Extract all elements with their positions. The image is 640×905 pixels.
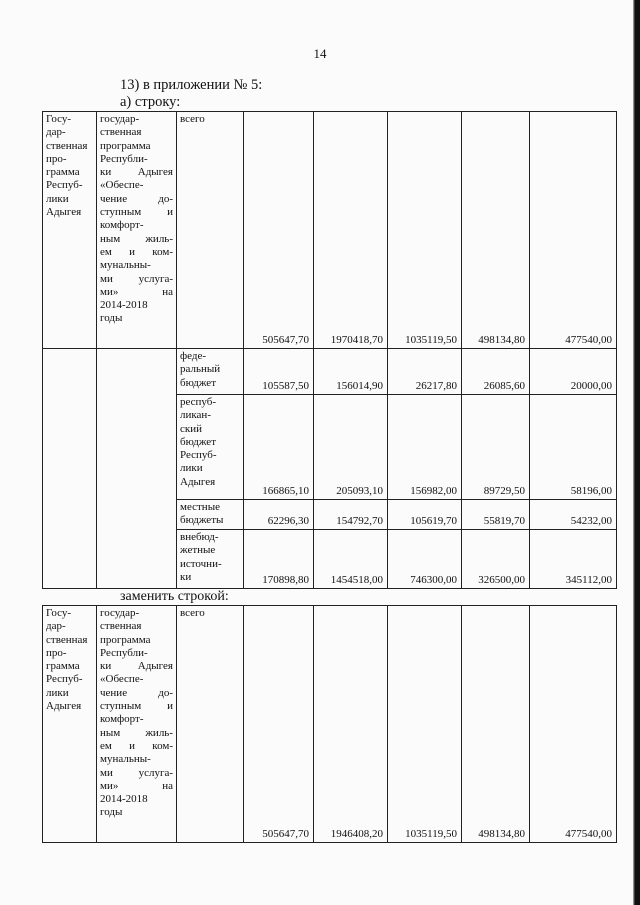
text-line: ми услуга-: [100, 766, 173, 779]
value-cell: 746300,00: [388, 530, 462, 589]
value-cell: 170898,80: [244, 530, 314, 589]
value-cell: 477540,00: [530, 606, 617, 843]
value-cell: 505647,70: [244, 112, 314, 349]
value-cell: 105587,50: [244, 349, 314, 395]
text-line: Госу-: [46, 113, 72, 125]
table-old: [42, 111, 617, 589]
program-title-cell: [97, 606, 177, 843]
source-cell: феде- ральный бюджет: [177, 349, 244, 395]
text-line: программа: [100, 139, 151, 152]
text-line: «Обеспе-: [100, 673, 144, 686]
text-line: грамма: [46, 660, 80, 673]
text-line: дар-: [46, 126, 66, 139]
empty-cell: [97, 349, 177, 589]
value-cell: 498134,80: [462, 606, 530, 843]
text-line: лики: [46, 192, 69, 205]
value-cell: 1946408,20: [314, 606, 388, 843]
text-line: государ-: [100, 607, 140, 619]
text-line: ми» на: [100, 779, 173, 792]
heading-item: 13) в приложении № 5:: [120, 77, 263, 93]
table-row: [43, 606, 617, 843]
text-line: государ-: [100, 113, 140, 125]
value-cell: 1035119,50: [388, 112, 462, 349]
text-line: ем и ком-: [100, 739, 173, 752]
text-line: чение до-: [100, 192, 173, 205]
value-cell: 477540,00: [530, 112, 617, 349]
text-line: мунальны-: [100, 753, 151, 766]
value-cell: 1035119,50: [388, 606, 462, 843]
text-line: ным жиль-: [100, 232, 173, 245]
value-cell: 20000,00: [530, 349, 617, 395]
program-title-cell: [97, 112, 177, 349]
value-cell: 54232,00: [530, 500, 617, 530]
text-line: Респуб-: [46, 179, 83, 192]
text-line: ем и ком-: [100, 245, 173, 258]
program-name-cell: [43, 606, 97, 843]
text-line: годы: [100, 312, 123, 325]
text-line: про-: [46, 646, 67, 659]
text-line: Адыгея: [46, 700, 82, 713]
value-cell: 498134,80: [462, 112, 530, 349]
text-line: Адыгея: [46, 206, 82, 219]
source-cell: всего: [177, 112, 244, 349]
value-cell: 58196,00: [530, 395, 617, 500]
text-line: Респуб-: [46, 673, 83, 686]
text-line: дар-: [46, 620, 66, 633]
value-cell: 345112,00: [530, 530, 617, 589]
value-cell: 156982,00: [388, 395, 462, 500]
value-cell: 1454518,00: [314, 530, 388, 589]
text-line: ственная: [100, 620, 142, 633]
text-line: программа: [100, 633, 151, 646]
value-cell: 26085,60: [462, 349, 530, 395]
source-cell: внебюд- жетные источни- ки: [177, 530, 244, 589]
text-line: лики: [46, 686, 69, 699]
text-line: 2014-2018: [100, 793, 148, 806]
value-cell: 326500,00: [462, 530, 530, 589]
text-line: Госу-: [46, 607, 72, 619]
text-line: 2014-2018: [100, 299, 148, 312]
text-line: ным жиль-: [100, 726, 173, 739]
text-line: ственная: [46, 633, 88, 646]
text-line: мунальны-: [100, 259, 151, 272]
text-line: комфорт-: [100, 713, 144, 726]
empty-cell: [43, 349, 97, 589]
value-cell: 156014,90: [314, 349, 388, 395]
heading-sub: а) строку:: [120, 94, 181, 110]
value-cell: 26217,80: [388, 349, 462, 395]
text-line: грамма: [46, 166, 80, 179]
text-line: Республи-: [100, 646, 148, 659]
value-cell: 205093,10: [314, 395, 388, 500]
value-cell: 166865,10: [244, 395, 314, 500]
text-line: комфорт-: [100, 219, 144, 232]
text-line: ми» на: [100, 285, 173, 298]
value-cell: 1970418,70: [314, 112, 388, 349]
value-cell: 505647,70: [244, 606, 314, 843]
table-row: [43, 349, 617, 395]
text-line: ки Адыгея: [100, 166, 173, 179]
text-line: чение до-: [100, 686, 173, 699]
table-row: [43, 112, 617, 349]
text-line: ступным и: [100, 206, 173, 219]
source-cell: всего: [177, 606, 244, 843]
text-line: ственная: [100, 126, 142, 139]
value-cell: 154792,70: [314, 500, 388, 530]
text-line: ственная: [46, 139, 88, 152]
text-line: Республи-: [100, 152, 148, 165]
text-line: годы: [100, 806, 123, 819]
text-line: ми услуга-: [100, 272, 173, 285]
text-line: ки Адыгея: [100, 660, 173, 673]
value-cell: 55819,70: [462, 500, 530, 530]
source-cell: респуб- ликан- ский бюджет Респуб- лики Адыгея: [177, 395, 244, 500]
program-name-cell: [43, 112, 97, 349]
value-cell: 62296,30: [244, 500, 314, 530]
text-line: про-: [46, 152, 67, 165]
replace-label: заменить строкой:: [120, 589, 229, 604]
value-cell: 105619,70: [388, 500, 462, 530]
value-cell: 89729,50: [462, 395, 530, 500]
source-cell: местные бюджеты: [177, 500, 244, 530]
text-line: «Обеспе-: [100, 179, 144, 192]
table-new: [42, 605, 617, 843]
scan-edge: [633, 0, 640, 905]
page-number: 14: [313, 46, 327, 61]
text-line: ступным и: [100, 700, 173, 713]
